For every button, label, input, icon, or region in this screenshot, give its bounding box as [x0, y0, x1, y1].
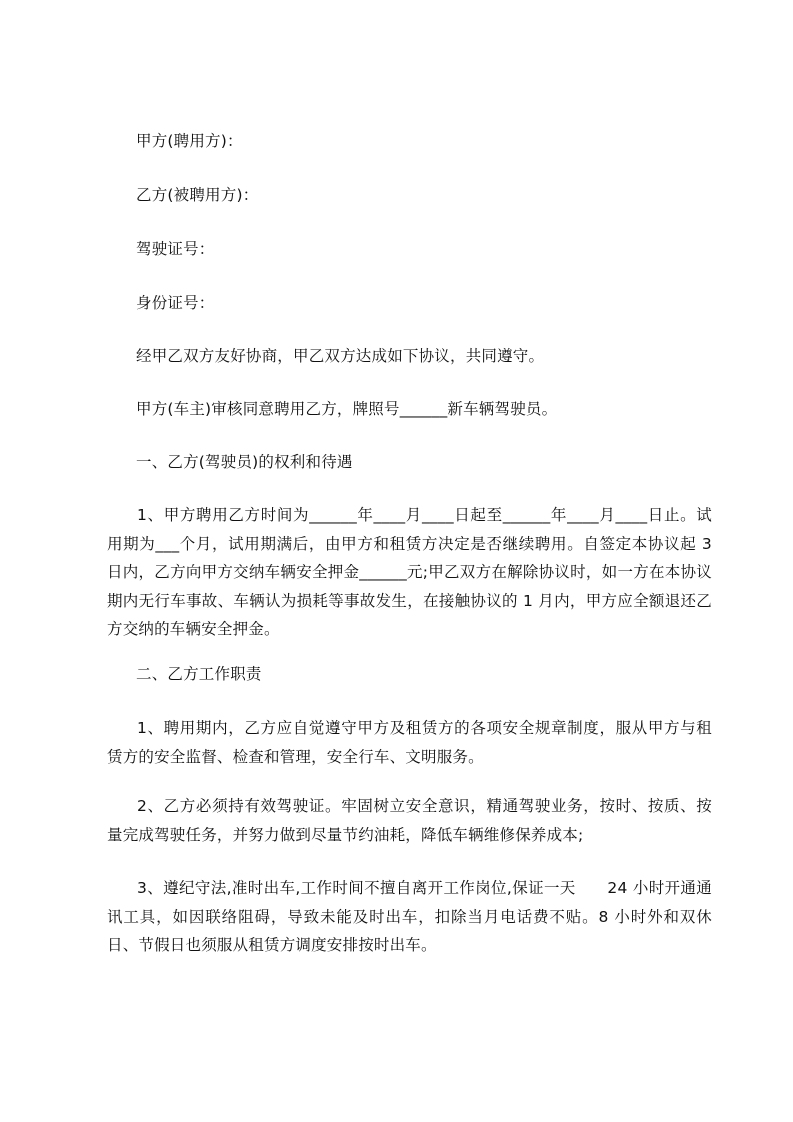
- section-2-item-1: [107, 714, 712, 771]
- section-1-item-1: [107, 501, 712, 644]
- section-2-item-1-text: 1、聘用期内，乙方应自觉遵守甲方及租赁方的各项安全规章制度，服从甲方与租赁方的安全监督、检查和管理，安全行车、文明服务。: [107, 719, 712, 766]
- id-no-field: 身份证号：: [136, 294, 215, 312]
- approval-paragraph: 甲方(车主)审核同意聘用乙方，牌照号______新车辆驾驶员。: [136, 400, 558, 418]
- party-a-field: 甲方(聘用方)：: [136, 132, 243, 150]
- section-1-item-1-text: 1、甲方聘用乙方时间为______年____月____日起至______年____月____日止。试用期为___个月，试用期满后，由甲方和租赁方决定是否继续聘用。自签定本协议起 3 日内，乙方向甲方交纳车辆安全押金______元;甲乙双方在解除协议时，如一方在本协议期内无行车事故、车辆认为损耗等事故发生，在接触协议的 1 月内，甲方应全额退还乙方交纳的车辆安全押金。: [107, 506, 712, 638]
- section-1-heading: 一、乙方(驾驶员)的权利和待遇: [136, 453, 353, 471]
- section-2-item-3: [107, 874, 712, 960]
- section-2-heading: 二、乙方工作职责: [136, 665, 262, 683]
- section-2-item-2: [107, 792, 712, 849]
- section-2-item-2-text: 2、乙方必须持有效驾驶证。牢固树立安全意识，精通驾驶业务，按时、按质、按量完成驾驶任务，并努力做到尽量节约油耗，降低车辆维修保养成本;: [107, 797, 712, 844]
- intro-paragraph: 经甲乙双方友好协商，甲乙双方达成如下协议，共同遵守。: [136, 347, 545, 365]
- license-no-field: 驾驶证号：: [136, 240, 215, 258]
- section-2-item-3-text: 3、遵纪守法,准时出车,工作时间不擅自离开工作岗位,保证一天 24 小时开通通讯工具，如因联络阻碍，导致未能及时出车，扣除当月电话费不贴。8 小时外和双休日、节假日也须服从租赁方调度安排按时出车。: [107, 879, 712, 954]
- party-b-field: 乙方(被聘用方)：: [136, 186, 259, 204]
